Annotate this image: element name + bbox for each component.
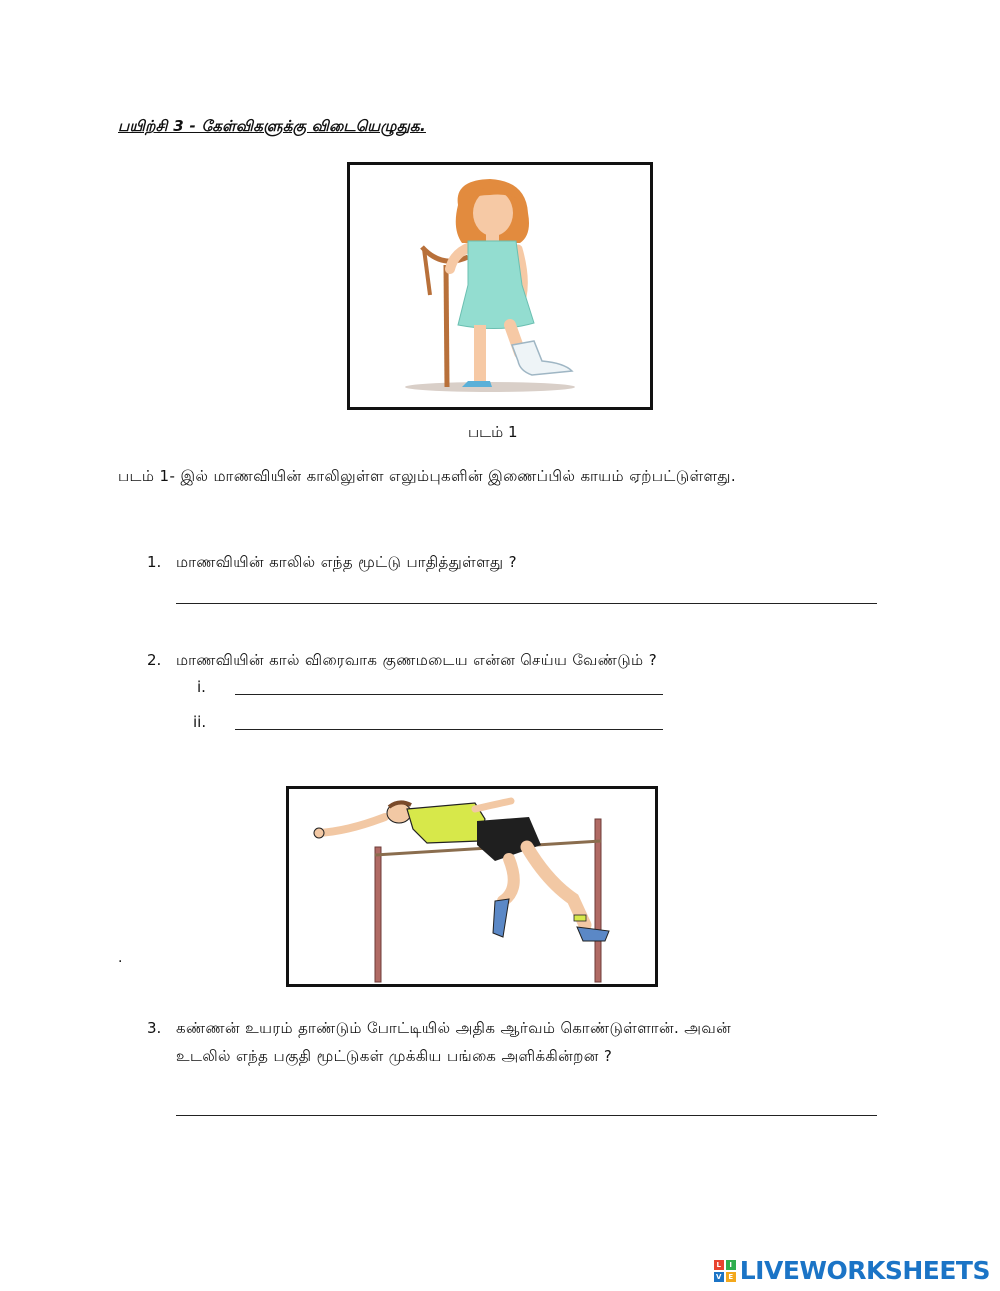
figure-1-caption: படம் 1 xyxy=(468,423,518,441)
logo-tile: V xyxy=(714,1272,724,1282)
figure-2-frame xyxy=(286,786,658,987)
question-3-text-line-1: கண்ணன் உயரம் தாண்டும் போட்டியில் அதிக ஆர்வம் கொண்டுள்ளான். அவன் xyxy=(176,1019,732,1037)
page-heading: பயிற்சி 3 - கேள்விகளுக்கு விடையெழுதுக. xyxy=(118,117,426,135)
question-1-number: 1. xyxy=(147,553,162,571)
brand-name: LIVEWORKSHEETS xyxy=(739,1256,990,1285)
liveworksheets-brand xyxy=(714,1256,990,1285)
answer-label-2-ii: ii. xyxy=(193,713,207,731)
question-3-number: 3. xyxy=(147,1019,162,1037)
injured-girl-illustration xyxy=(350,165,650,407)
question-1-text: மாணவியின் காலில் எந்த மூட்டு பாதித்துள்ளது ? xyxy=(176,553,517,571)
question-2-number: 2. xyxy=(147,651,162,669)
answer-line-2-i[interactable] xyxy=(235,694,663,695)
answer-line-3[interactable] xyxy=(176,1115,877,1116)
stray-mark: . xyxy=(118,950,123,966)
answer-line-1[interactable] xyxy=(176,603,877,604)
logo-tile: E xyxy=(726,1272,736,1282)
question-3-text-line-2: உடலில் எந்த பகுதி மூட்டுகள் முக்கிய பங்கை அளிக்கின்றன ? xyxy=(176,1047,613,1065)
question-2-text: மாணவியின் கால் விரைவாக குணமடைய என்ன செய்ய வேண்டும் ? xyxy=(176,651,658,669)
logo-tile: I xyxy=(726,1260,736,1270)
logo-tile: L xyxy=(714,1260,724,1270)
high-jump-illustration xyxy=(289,789,655,984)
liveworksheets-logo-icon xyxy=(714,1260,736,1282)
answer-line-2-ii[interactable] xyxy=(235,729,663,730)
figure-1-frame xyxy=(347,162,653,410)
answer-label-2-i: i. xyxy=(197,678,206,696)
intro-statement: படம் 1- இல் மாணவியின் காலிலுள்ள எலும்புகளின் இணைப்பில் காயம் ஏற்பட்டுள்ளது. xyxy=(118,467,737,485)
